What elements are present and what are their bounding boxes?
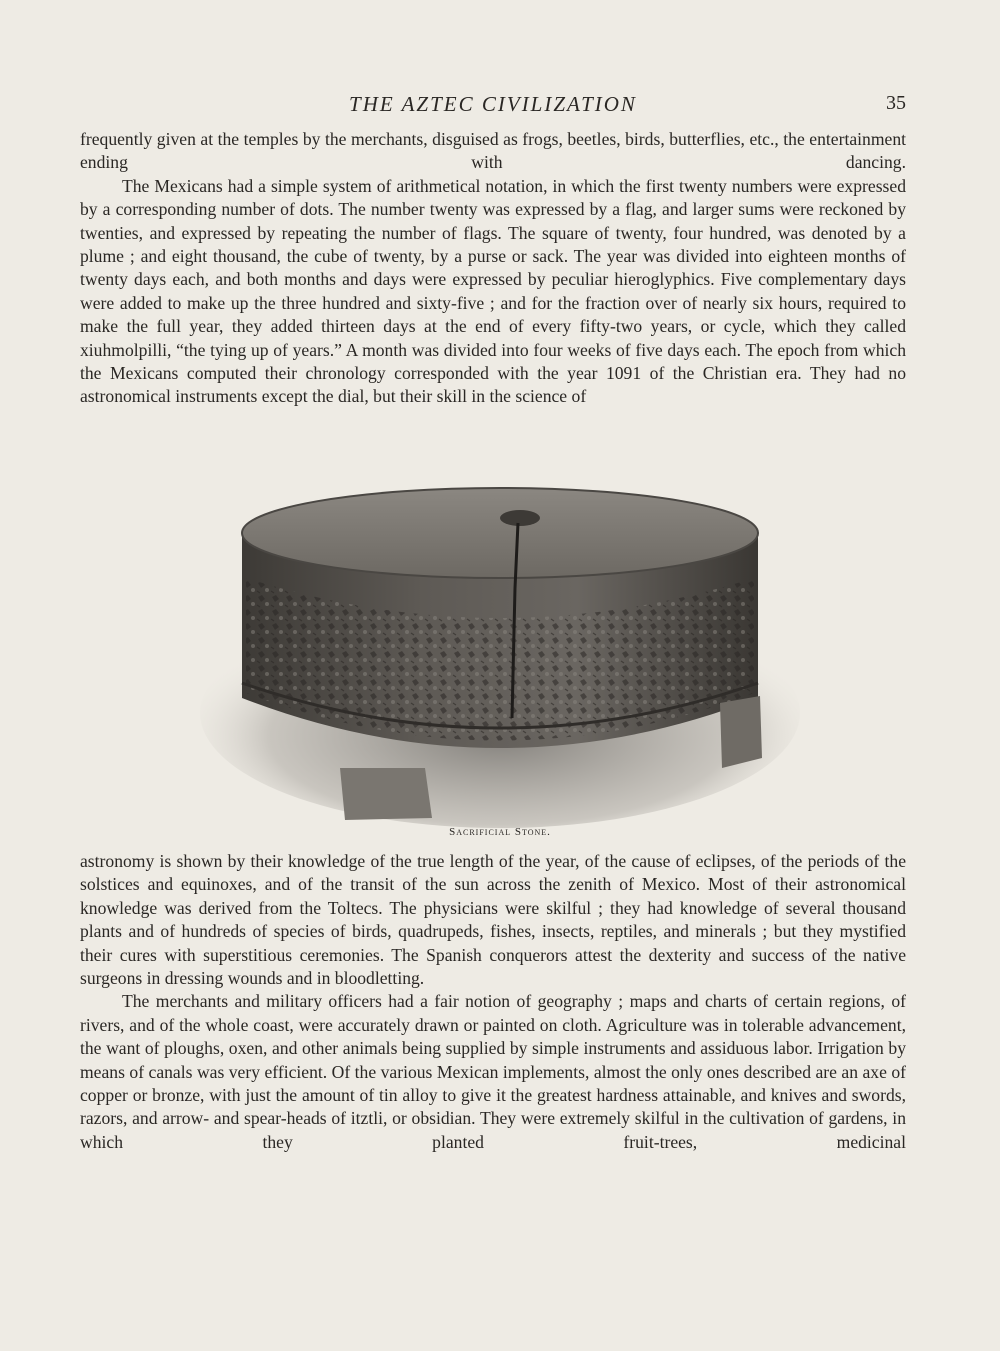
sacrificial-stone-figure (200, 468, 800, 838)
running-title: THE AZTEC CIVILIZATION (349, 92, 637, 116)
support-block-right (720, 696, 762, 768)
figure-caption: Sacrificial Stone. (449, 826, 551, 838)
page-number: 35 (886, 92, 906, 114)
paragraph-arithmetic: The Mexicans had a simple system of arithmetical notation, in which the first twenty numbers were expressed by a corresponding number of dots. The number twenty was expressed by a flag, and larger sums were reckoned by twenties, and expressed by repeating the number of flags. The square of twenty, four hundred, was denoted by a plume ; and eight thousand, the cube of twenty, by a purse or sack. The year was divided into eighteen months of twenty days each, and both months and days were expressed by peculiar hieroglyphics. Five complementary days were added to make up the three hundred and sixty-five ; and for the fraction over of nearly six hours, required to make the full year, they added thirteen days at the end of every fifty-two years, or cycle, which they called xiuhmolpilli, “the tying up of years.” A month was divided into four weeks of five days each. The epoch from which the Mexicans computed their chronology corresponded with the year 1091 of the Christian era. They had no astronomical instruments except the dial, but their skill in the science of (80, 175, 906, 407)
running-head (80, 92, 906, 120)
text-block-top (80, 128, 906, 409)
paragraph-continued: frequently given at the temples by the merchants, disguised as frogs, beetles, birds, butterflies, etc., the entertainment ending with dancing. (80, 129, 906, 173)
paragraph-astronomy: astronomy is shown by their knowledge of the true length of the year, of the cause of eclipses, of the periods of the solstices and equinoxes, and of the transit of the sun across the zenith of Mexico. Most of their astronomical knowledge was derived from the Toltecs. The physicians were skilful ; they had knowledge of several thousand plants and of hundreds of species of birds, quadrupeds, fishes, insects, reptiles, and minerals ; but they mystified their cures with superstitious ceremonies. The Spanish conquerors attest the dexterity and success of the native surgeons in dressing wounds and in bloodletting. (80, 851, 906, 989)
paragraph-geography: The merchants and military officers had a fair notion of geography ; maps and charts of certain regions, of rivers, and of the whole coast, were accurately drawn or painted on cloth. Agriculture was in tolerable advancement, the want of ploughs, oxen, and other animals being supplied by simple instruments and assiduous labor. Irrigation by means of canals was very efficient. Of the various Mexican implements, almost the only ones described are an axe of copper or bronze, with just the amount of tin alloy to give it the greatest hardness attainable, and knives and swords, razors, and arrow- and spear-heads of itztli, or obsidian. They were extremely skilful in the cultivation of gardens, in which they planted fruit-trees, medicinal (80, 991, 906, 1152)
sacrificial-stone-illustration (200, 468, 800, 828)
support-block-left (340, 768, 432, 820)
stone-center-basin (500, 510, 540, 526)
text-block-bottom (80, 850, 906, 1154)
